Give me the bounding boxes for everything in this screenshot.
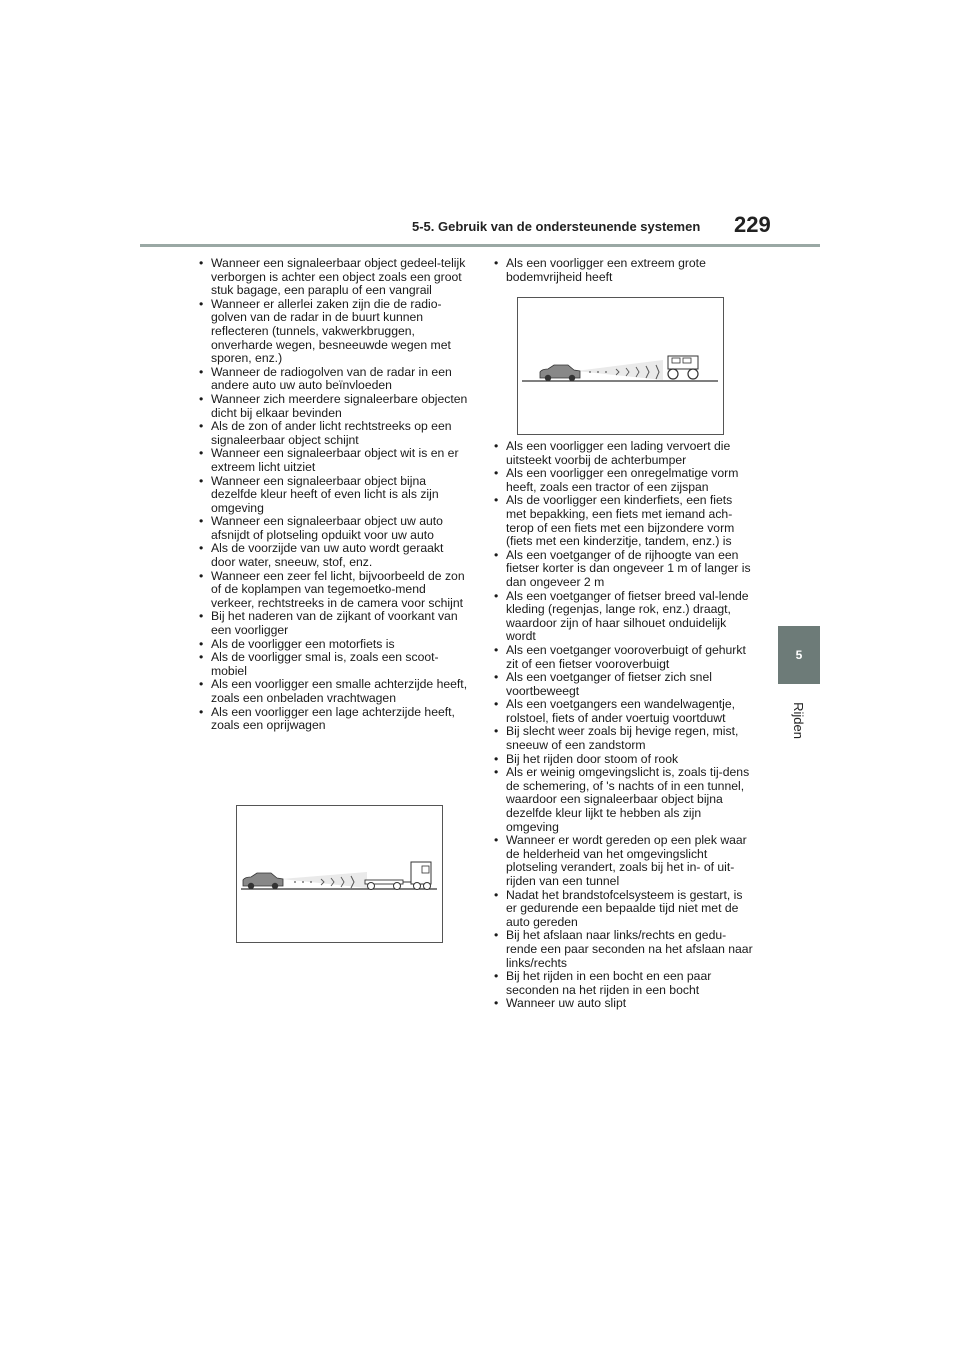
bullet-item: • Als de voorzijde van uw auto wordt geraakt door water, sneeuw, stof, enz.: [197, 542, 469, 569]
bullet-item: • Nadat het brandstofcelsysteem is gestart, is er gedurende een bepaalde tijd niet met de auto gereden: [492, 889, 754, 930]
bullet-item: • Bij het rijden door stoom of rook: [492, 753, 754, 767]
page-number: 229: [734, 212, 771, 237]
bullet-item: • Als een voorligger een onregelmatige vorm heeft, zoals een tractor of een zijspan: [492, 467, 754, 494]
bullet-item: • Wanneer een signaleerbaar object gedeel-telijk verborgen is achter een object zoals een groot stuk bagage, een paraplu of een vangrail: [197, 257, 469, 298]
bullet-item: • Als er weinig omgevingslicht is, zoals tij-dens de schemering, of 's nachts of in een tunnel, waardoor een signaleerbaar object bijna dezelfde kleur lijkt te hebben als zijn omgeving: [492, 766, 754, 834]
bullet-item: • Als een voetganger of fietser zich snel voortbeweegt: [492, 671, 754, 698]
bullet-item: • Als een voorligger een lading vervoert die uitsteekt voorbij de achterbumper: [492, 440, 754, 467]
bullet-item: • Bij slecht weer zoals bij hevige regen, mist, sneeuw of een zandstorm: [492, 725, 754, 752]
illustration-high-clearance: [518, 298, 723, 434]
bullet-item: • Bij het afslaan naar links/rechts en gedu-rende een paar seconden na het afslaan naar links/rechts: [492, 929, 754, 970]
bullet-item: • Wanneer een zeer fel licht, bijvoorbeeld de zon of de koplampen van tegemoetko-mend verkeer, rechtstreeks in de camera voor schijnt: [197, 570, 469, 611]
radar-car-icon-2: [243, 873, 283, 889]
chapter-tab-label: [780, 690, 816, 750]
bullet-item: • Wanneer er allerlei zaken zijn die de radio-golven van de radar in de buurt kunnen reflecteren (tunnels, vakwerkbruggen, onverharde wegen, besneeuwde wegen met sporen, enz.): [197, 298, 469, 366]
section-title: 5-5. Gebruik van de ondersteunende systemen: [412, 219, 701, 234]
bullet-item: • Wanneer een signaleerbaar object uw auto afsnijdt of plotseling opduikt voor uw auto: [197, 515, 469, 542]
bullet-item: • Als een voetganger vooroverbuigt of gehurkt zit of een fietser vooroverbuigt: [492, 644, 754, 671]
figure-low-trailer-truck: [236, 805, 443, 943]
radar-car-icon: [540, 365, 580, 381]
bullet-list-right: [492, 440, 754, 1011]
chapter-tab-number: 5: [778, 626, 820, 684]
bullet-item: • Als de zon of ander licht rechtstreeks op een signaleerbaar object schijnt: [197, 420, 469, 447]
bullet-item: • Als een voorligger een lage achterzijde heeft, zoals een oprijwagen: [197, 706, 469, 733]
bullet-item: • Als de voorligger een kinderfiets, een fiets met bepakking, een fiets met iemand ach-terop of een fiets met een bijzondere vorm (fiets met een kinderzitje, tandem, enz.) is: [492, 494, 754, 548]
figure-high-clearance-vehicle: [517, 297, 724, 435]
bullet-item: • Bij het rijden in een bocht en een paar seconden na het rijden in een bocht: [492, 970, 754, 997]
illustration-low-trailer: [237, 806, 442, 942]
bullet-item: • Als de voorligger een motorfiets is: [197, 638, 469, 652]
high-clearance-vehicle-icon: [668, 356, 698, 379]
bullet-list-right-top: [492, 257, 754, 284]
bullet-item: • Wanneer de radiogolven van de radar in een andere auto uw auto beïnvloeden: [197, 366, 469, 393]
bullet-item: • Wanneer een signaleerbaar object bijna dezelfde kleur heeft of even licht is als zijn omgeving: [197, 475, 469, 516]
truck-with-trailer-icon: [365, 862, 431, 890]
bullet-item: • Wanneer uw auto slipt: [492, 997, 754, 1011]
chapter-tab-label-text: Rijden: [790, 701, 806, 739]
bullet-item: • Wanneer zich meerdere signaleerbare objecten dicht bij elkaar bevinden: [197, 393, 469, 420]
bullet-item: • Wanneer een signaleerbaar object wit is en er extreem licht uitziet: [197, 447, 469, 474]
bullet-list-left: [197, 257, 469, 733]
bullet-item: • Bij het naderen van de zijkant of voorkant van een voorligger: [197, 610, 469, 637]
bullet-item: • Als de voorligger smal is, zoals een scoot-mobiel: [197, 651, 469, 678]
bullet-item: • Als een voorligger een smalle achterzijde heeft, zoals een onbeladen vrachtwagen: [197, 678, 469, 705]
bullet-item: • Als een voorligger een extreem grote bodemvrijheid heeft: [492, 257, 754, 284]
bullet-item: • Als een voetgangers een wandelwagentje, rolstoel, fiets of ander voertuig voortduwt: [492, 698, 754, 725]
bullet-item: • Als een voetganger of de rijhoogte van een fietser korter is dan ongeveer 1 m of langer is dan ongeveer 2 m: [492, 549, 754, 590]
bullet-item: • Wanneer er wordt gereden op een plek waar de helderheid van het omgevingslicht plotseling verandert, zoals bij het in- of uit-rijden van een tunnel: [492, 834, 754, 888]
header-rule: [140, 244, 820, 247]
bullet-item: • Als een voetganger of fietser breed val-lende kleding (regenjas, lange rok, enz.) draagt, waardoor zijn of haar silhouet onduidelijk wordt: [492, 590, 754, 644]
